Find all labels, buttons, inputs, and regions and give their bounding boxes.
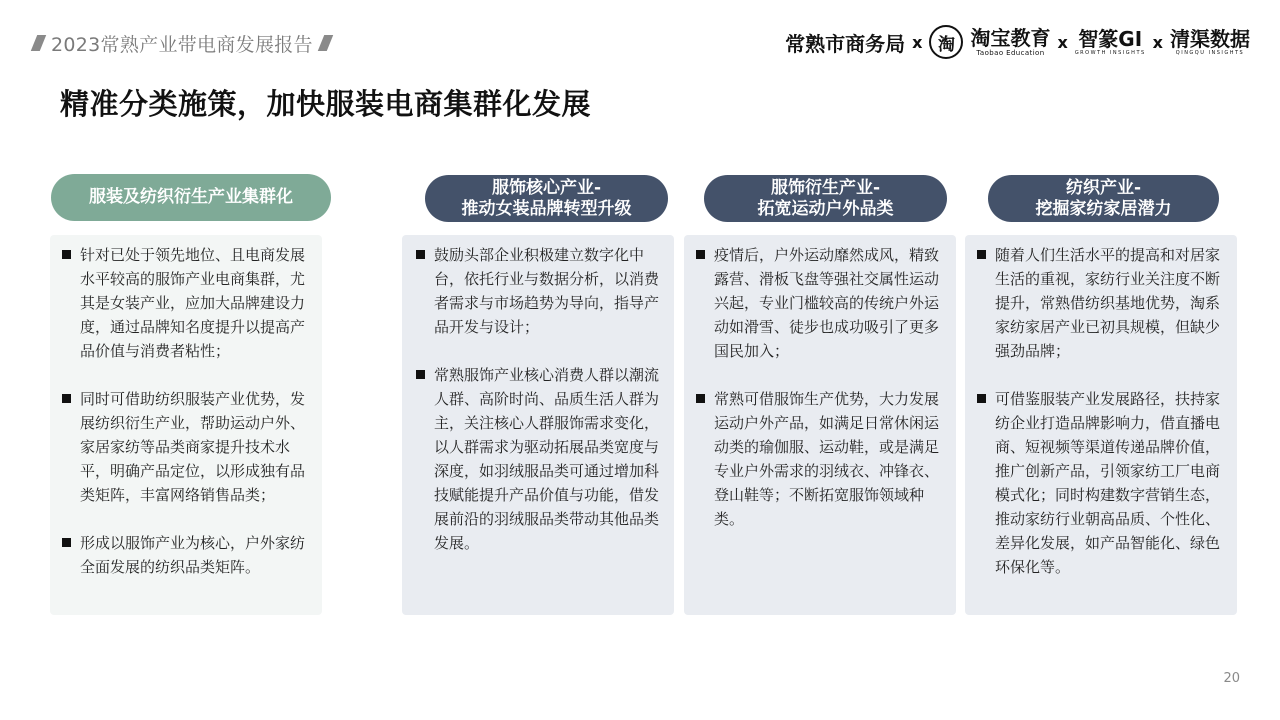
page-number: 20: [1223, 671, 1240, 686]
list-item-text: 同时可借助纺织服装产业优势，发展纺织衍生产业，帮助运动户外、家居家纺等品类商家提升技术水平，明确产品定位，以形成独有品类矩阵，丰富网络销售品类；: [80, 390, 306, 504]
logo-growth-insights: [1074, 26, 1146, 56]
square-bullet-icon: [696, 394, 705, 403]
taobao-logo-icon: 淘: [929, 25, 963, 59]
column-4-card: [965, 235, 1237, 615]
column-4-title-line-2: 挖掘家纺家居潜力: [1035, 198, 1172, 219]
column-1-title-line-1: 服装及纺织衍生产业集群化: [89, 187, 293, 207]
column-3-card: [684, 235, 956, 615]
report-title-text: 2023常熟产业带电商发展报告: [51, 33, 313, 56]
logo-gi-sub: GROWTH INSIGHTS: [1074, 49, 1146, 56]
list-item: [696, 387, 942, 531]
logo-separator: x: [912, 32, 923, 52]
list-item-text: 形成以服饰产业为核心，户外家纺全面发展的纺织品类矩阵。: [80, 534, 306, 576]
column-2-title-line-1: 服饰核心产业-: [491, 177, 602, 198]
logo-taobao-education: [970, 25, 1051, 57]
square-bullet-icon: [62, 538, 71, 547]
column-3-title-pill: [704, 175, 947, 222]
list-item-text: 针对已处于领先地位、且电商发展水平较高的服饰产业电商集群，尤其是女装产业，应加大品牌建设力度，通过品牌知名度提升以提高产品价值与消费者粘性；: [80, 246, 306, 360]
report-title: [34, 30, 330, 56]
column-2-title-pill: [425, 175, 668, 222]
list-item: [62, 387, 308, 507]
column-1-title-pill: [51, 174, 331, 221]
list-item-text: 鼓励头部企业积极建立数字化中台，依托行业与数据分析，以消费者需求与市场趋势为导向，指导产品开发与设计；: [434, 246, 660, 336]
column-4-title-pill: [988, 175, 1219, 222]
column-2-card: [402, 235, 674, 615]
logo-taobao-name: 淘宝教育: [970, 25, 1051, 50]
list-item: [977, 387, 1223, 579]
logo-qingqu-name: 清渠数据: [1170, 26, 1250, 51]
logo-gi-name: 智篆GI: [1078, 26, 1143, 51]
square-bullet-icon: [62, 250, 71, 259]
square-bullet-icon: [416, 250, 425, 259]
logo-separator: x: [1152, 32, 1163, 52]
column-1-card: [50, 235, 322, 615]
logo-separator: x: [1057, 32, 1068, 52]
list-item: [416, 243, 660, 339]
square-bullet-icon: [977, 394, 986, 403]
partner-logos: [785, 22, 1250, 62]
column-3-title-line-2: 拓宽运动户外品类: [757, 198, 894, 219]
square-bullet-icon: [416, 370, 425, 379]
column-2-title-line-2: 推动女装品牌转型升级: [461, 198, 632, 219]
list-item-text: 疫情后，户外运动靡然成风，精致露营、滑板飞盘等强社交属性运动兴起，专业门槛较高的传统户外运动如滑雪、徒步也成功吸引了更多国民加入；: [714, 246, 940, 360]
list-item-text: 常熟服饰产业核心消费人群以潮流人群、高阶时尚、品质生活人群为主，关注核心人群服饰需求变化，以人群需求为驱动拓展品类宽度与深度，如羽绒服品类可通过增加科技赋能提升产品价值与功能，借发展前沿的羽绒服品类带动其他品类发展。: [434, 366, 660, 552]
list-item: [62, 243, 308, 363]
page-title: 精准分类施策，加快服装电商集群化发展: [60, 87, 592, 121]
slash-decoration: [31, 35, 46, 51]
logo-qingqu-insights: [1170, 26, 1250, 56]
square-bullet-icon: [62, 394, 71, 403]
list-item-text: 随着人们生活水平的提高和对居家生活的重视，家纺行业关注度不断提升，常熟借纺织基地优势，淘系家纺家居产业已初具规模，但缺少强劲品牌；: [995, 246, 1221, 360]
column-4-title-line-1: 纺织产业-: [1065, 177, 1142, 198]
slash-decoration: [318, 35, 333, 51]
list-item-text: 常熟可借服饰生产优势，大力发展运动户外产品，如满足日常休闲运动类的瑜伽服、运动鞋，或是满足专业户外需求的羽绒衣、冲锋衣、登山鞋等；不断拓宽服饰领域种类。: [714, 390, 940, 528]
list-item: [696, 243, 942, 363]
column-3-title-line-1: 服饰衍生产业-: [770, 177, 881, 198]
square-bullet-icon: [977, 250, 986, 259]
logo-qingqu-sub: QINGQU INSIGHTS: [1175, 49, 1245, 56]
list-item: [416, 363, 660, 555]
list-item-text: 可借鉴服装产业发展路径，扶持家纺企业打造品牌影响力，借直播电商、短视频等渠道传递品牌价值，推广创新产品，引领家纺工厂电商模式化；同时构建数字营销生态，推动家纺行业朝高品质、个性化、差异化发展，如产品智能化、绿色环保化等。: [995, 390, 1221, 576]
logo-commerce-bureau: 常熟市商务局: [785, 31, 906, 56]
list-item: [62, 531, 308, 579]
square-bullet-icon: [696, 250, 705, 259]
list-item: [977, 243, 1223, 363]
logo-taobao-sub: Taobao Education: [976, 48, 1045, 57]
